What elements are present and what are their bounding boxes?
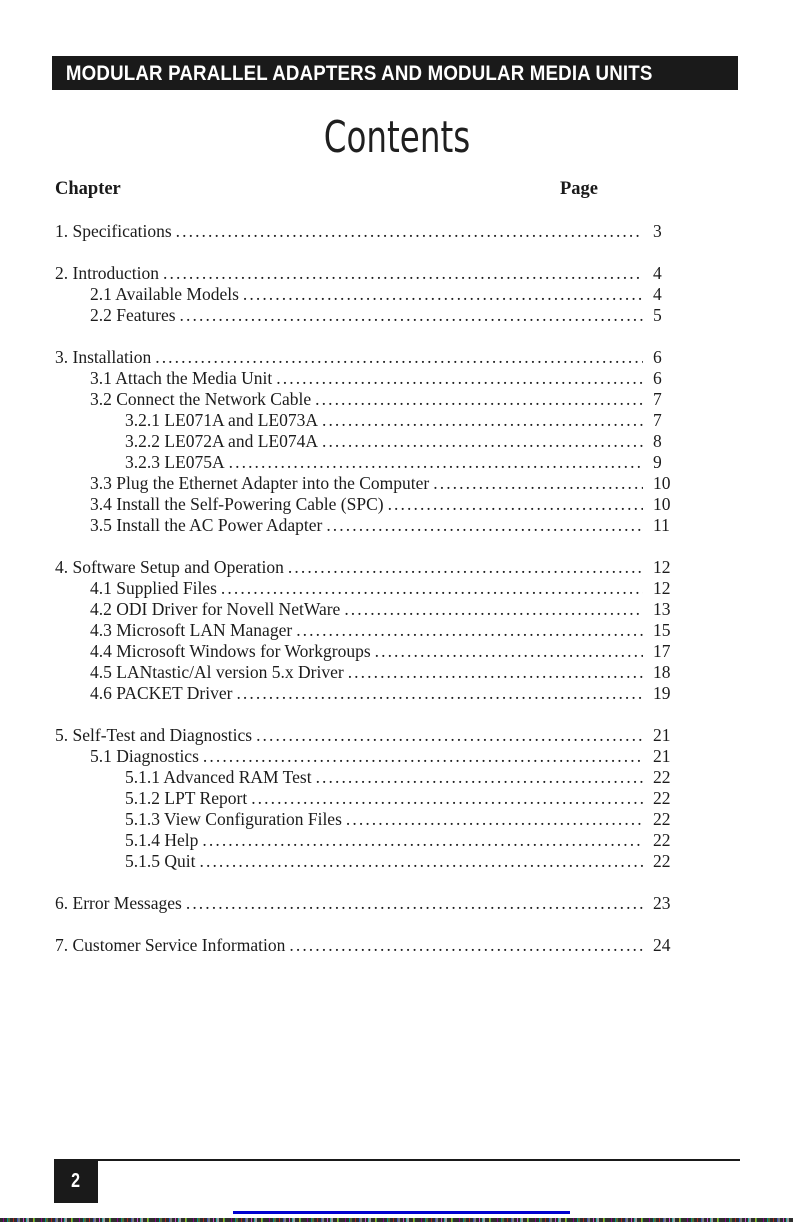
toc-entry-label: 1. Specifications xyxy=(55,221,172,241)
page-title-text: Contents xyxy=(323,112,470,163)
dot-leader xyxy=(186,893,643,914)
toc-row xyxy=(55,389,680,410)
toc-entry-label: 2.1 Available Models xyxy=(90,284,239,304)
toc-entry-label: 5. Self-Test and Diagnostics xyxy=(55,725,253,745)
toc-page-number: 10 xyxy=(653,494,671,514)
toc-page-number: 10 xyxy=(653,473,671,493)
dot-leader xyxy=(229,452,643,473)
header-banner-text: MODULAR PARALLEL ADAPTERS AND MODULAR MEDIA UNITS xyxy=(65,60,653,85)
toc-page-number: 22 xyxy=(653,809,671,829)
toc-page-number: 18 xyxy=(653,662,671,682)
dot-leader xyxy=(276,368,643,389)
page-heading: Page xyxy=(560,179,599,199)
toc-page-number: 7 xyxy=(653,389,662,409)
toc-entry-label: 3.2.3 LE075A xyxy=(125,452,225,472)
toc-row xyxy=(55,494,680,515)
toc-entry-label: 4. Software Setup and Operation xyxy=(55,557,284,577)
toc-entry-label: 4.3 Microsoft LAN Manager xyxy=(90,620,293,640)
toc-entry-label: 5.1 Diagnostics xyxy=(90,746,199,766)
toc-row xyxy=(55,347,680,368)
toc-page-number: 23 xyxy=(653,893,671,913)
toc-row xyxy=(55,410,680,431)
dot-leader xyxy=(203,746,643,767)
toc-row xyxy=(55,578,680,599)
footer-rule xyxy=(97,1159,740,1161)
toc-page-number: 8 xyxy=(653,431,662,451)
dot-leader xyxy=(180,305,643,326)
header-banner xyxy=(52,56,738,90)
toc-entry-label: 4.1 Supplied Files xyxy=(90,578,217,598)
toc-page-number: 22 xyxy=(653,830,671,850)
toc-entry-label: 5.1.5 Quit xyxy=(125,851,196,871)
page-title xyxy=(0,114,793,164)
dot-leader xyxy=(256,725,643,746)
dot-leader xyxy=(221,578,643,599)
dot-leader xyxy=(176,221,643,242)
toc-entry-label: 7. Customer Service Information xyxy=(55,935,286,955)
dot-leader xyxy=(202,830,643,851)
toc-page-number: 3 xyxy=(653,221,662,241)
toc-page-number: 6 xyxy=(653,347,662,367)
dot-leader xyxy=(288,557,643,578)
dot-leader xyxy=(375,641,643,662)
toc-row xyxy=(55,746,680,767)
dot-leader xyxy=(316,767,643,788)
toc-entry-label: 3.2.1 LE071A and LE073A xyxy=(125,410,318,430)
toc-row xyxy=(55,473,680,494)
toc-page-number: 21 xyxy=(653,746,671,766)
dot-leader xyxy=(344,599,643,620)
toc-entry-label: 3.2 Connect the Network Cable xyxy=(90,389,312,409)
dot-leader xyxy=(326,515,643,536)
toc-row xyxy=(55,221,680,242)
toc-row xyxy=(55,935,680,956)
dot-leader xyxy=(155,347,643,368)
toc-page-number: 4 xyxy=(653,263,662,283)
toc-entry-label: 4.6 PACKET Driver xyxy=(90,683,233,703)
dot-leader xyxy=(296,620,643,641)
scan-noise-strip xyxy=(0,1218,793,1222)
toc-page-number: 5 xyxy=(653,305,662,325)
toc-row xyxy=(55,851,680,872)
toc-row xyxy=(55,725,680,746)
toc-entry-label: 3.4 Install the Self-Powering Cable (SPC) xyxy=(90,494,384,514)
toc-page-number: 19 xyxy=(653,683,671,703)
toc-page-number: 22 xyxy=(653,767,671,787)
toc-row xyxy=(55,830,680,851)
toc-row xyxy=(55,431,680,452)
dot-leader xyxy=(388,494,643,515)
dot-leader xyxy=(200,851,644,872)
toc-entry-label: 5.1.3 View Configuration Files xyxy=(125,809,342,829)
dot-leader xyxy=(322,410,643,431)
toc-entry-label: 5.1.1 Advanced RAM Test xyxy=(125,767,312,787)
dot-leader xyxy=(243,284,643,305)
toc-entry-label: 3.2.2 LE072A and LE074A xyxy=(125,431,318,451)
dot-leader xyxy=(236,683,643,704)
toc-entry-label: 4.4 Microsoft Windows for Workgroups xyxy=(90,641,371,661)
toc-row xyxy=(55,284,680,305)
toc-row xyxy=(55,557,680,578)
dot-leader xyxy=(322,431,643,452)
toc-column-headings xyxy=(0,179,793,201)
toc-page-number: 11 xyxy=(653,515,670,535)
toc-row xyxy=(55,263,680,284)
toc-page-number: 15 xyxy=(653,620,671,640)
toc-row xyxy=(55,305,680,326)
toc-entry-label: 6. Error Messages xyxy=(55,893,182,913)
toc-row xyxy=(55,641,680,662)
toc-page-number: 12 xyxy=(653,557,671,577)
toc-row xyxy=(55,893,680,914)
toc-page-number: 12 xyxy=(653,578,671,598)
page-number: 2 xyxy=(71,1169,81,1192)
toc-page-number: 13 xyxy=(653,599,671,619)
dot-leader xyxy=(433,473,643,494)
toc-entry-label: 3. Installation xyxy=(55,347,152,367)
dot-leader xyxy=(348,662,643,683)
page-number-box xyxy=(54,1159,98,1203)
dot-leader xyxy=(289,935,643,956)
toc-row xyxy=(55,368,680,389)
toc-page-number: 21 xyxy=(653,725,671,745)
toc-entry-label: 3.5 Install the AC Power Adapter xyxy=(90,515,323,535)
toc-row xyxy=(55,599,680,620)
toc-row xyxy=(55,620,680,641)
toc-list xyxy=(55,221,680,956)
dot-leader xyxy=(163,263,643,284)
toc-page-number: 22 xyxy=(653,788,671,808)
toc-entry-label: 2.2 Features xyxy=(90,305,176,325)
toc-entry-label: 2. Introduction xyxy=(55,263,160,283)
toc-page-number: 22 xyxy=(653,851,671,871)
toc-entry-label: 3.1 Attach the Media Unit xyxy=(90,368,273,388)
toc-entry-label: 5.1.4 Help xyxy=(125,830,199,850)
toc-page-number: 17 xyxy=(653,641,671,661)
dot-leader xyxy=(251,788,643,809)
toc-entry-label: 4.5 LANtastic/Al version 5.x Driver xyxy=(90,662,344,682)
toc-page-number: 24 xyxy=(653,935,671,955)
dot-leader xyxy=(346,809,643,830)
toc-page-number: 6 xyxy=(653,368,662,388)
toc-row xyxy=(55,809,680,830)
toc-page-number: 4 xyxy=(653,284,662,304)
toc-row xyxy=(55,788,680,809)
toc-row xyxy=(55,683,680,704)
link-underline[interactable] xyxy=(233,1211,570,1214)
toc-page-number: 9 xyxy=(653,452,662,472)
toc-entry-label: 4.2 ODI Driver for Novell NetWare xyxy=(90,599,341,619)
dot-leader xyxy=(315,389,643,410)
toc-row xyxy=(55,515,680,536)
toc-entry-label: 3.3 Plug the Ethernet Adapter into the Computer xyxy=(90,473,430,493)
toc-row xyxy=(55,767,680,788)
toc-page-number: 7 xyxy=(653,410,662,430)
toc-row xyxy=(55,452,680,473)
chapter-heading: Chapter xyxy=(55,179,121,199)
toc-row xyxy=(55,662,680,683)
toc-entry-label: 5.1.2 LPT Report xyxy=(125,788,248,808)
